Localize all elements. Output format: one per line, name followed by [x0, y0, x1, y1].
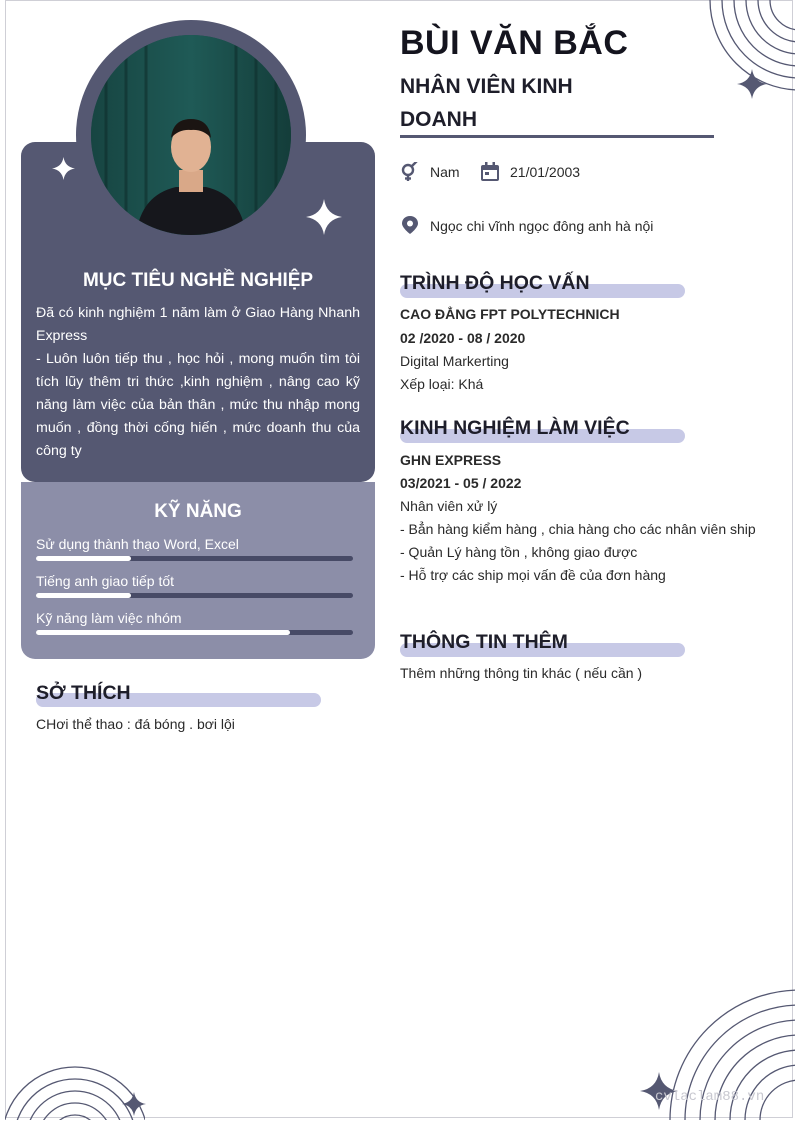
education-title: TRÌNH ĐỘ HỌC VẤN — [400, 272, 590, 294]
education-grade: Xếp loại: Khá — [400, 376, 484, 392]
hobbies-title: SỞ THÍCH — [36, 682, 131, 704]
experience-period: 03/2021 - 05 / 2022 — [400, 475, 522, 491]
experience-duty: - Bẳn hàng kiểm hàng , chia hàng cho các nhân viên ship — [400, 521, 756, 537]
sparkle-icon — [122, 1092, 146, 1116]
skill-bar — [36, 556, 353, 561]
skill-bar-fill — [36, 556, 131, 561]
gender-value: Nam — [430, 164, 460, 180]
avatar — [91, 35, 291, 235]
skill-bar — [36, 593, 353, 598]
birthdate-value: 21/01/2003 — [510, 164, 581, 180]
extra-text: Thêm những thông tin khác ( nếu cần ) — [400, 665, 643, 681]
sparkle-icon — [737, 69, 767, 99]
job-title-line: NHÂN VIÊN KINH — [400, 75, 573, 98]
extra-title: THÔNG TIN THÊM — [400, 631, 568, 653]
experience-duty: - Hỗ trợ các ship mọi vấn đề của đơn hàng — [400, 567, 666, 583]
sparkle-icon — [52, 157, 75, 180]
education-school: CAO ĐẲNG FPT POLYTECHNICH — [400, 306, 620, 322]
skill-bar-fill — [36, 593, 131, 598]
education-major: Digital Markerting — [400, 353, 509, 369]
skill-bar-fill — [36, 630, 290, 635]
portrait-illustration — [91, 35, 291, 235]
experience-duty: - Quản Lý hàng tồn , không giao được — [400, 544, 638, 560]
education-period: 02 /2020 - 08 / 2020 — [400, 330, 526, 346]
skill-label: Kỹ năng làm việc nhóm — [36, 610, 182, 626]
experience-position: Nhân viên xử lý — [400, 498, 498, 514]
hobbies-text: CHơi thể thao : đá bóng . bơi lội — [36, 716, 235, 732]
watermark: cvlaclam88.vn — [655, 1089, 765, 1105]
calendar-icon — [480, 162, 500, 182]
skill-label: Sử dụng thành thạo Word, Excel — [36, 536, 239, 552]
skill-label: Tiếng anh giao tiếp tốt — [36, 573, 175, 589]
job-title-line: DOANH — [400, 108, 477, 131]
skills-title: KỸ NĂNG — [154, 501, 242, 522]
experience-title: KINH NGHIỆM LÀM VIỆC — [400, 417, 630, 439]
objective-title: MỤC TIÊU NGHỀ NGHIỆP — [82, 270, 314, 291]
header-divider — [400, 135, 714, 138]
skill-bar — [36, 630, 353, 635]
sparkle-icon — [306, 199, 342, 235]
experience-company: GHN EXPRESS — [400, 452, 502, 468]
candidate-name: BÙI VĂN BẮC — [400, 24, 629, 62]
job-title — [400, 70, 700, 136]
location-pin-icon — [400, 215, 420, 235]
address-value: Ngọc chi vĩnh ngọc đông anh hà nội — [430, 218, 654, 234]
objective-text: Đã có kinh nghiệm 1 năm làm ở Giao Hàng Nhanh Express - Luôn luôn tiếp thu , học hỏi , mong muốn tìm tòi tích lũy thêm tri thức ,kinh nghiệm , nâng cao kỹ năng làm việc của bản thân , mức thu nhập mong muốn , đồng thời cống hiến , mức doanh thu của công ty — [36, 305, 360, 459]
gender-icon — [400, 162, 420, 182]
